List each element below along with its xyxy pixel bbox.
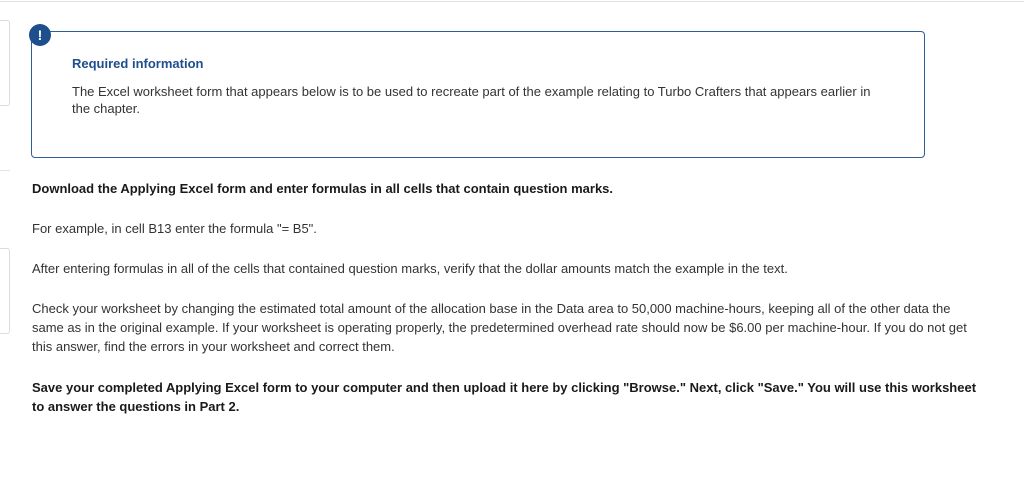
top-divider: [0, 1, 1024, 2]
side-divider: [0, 170, 10, 171]
verify-instruction: After entering formulas in all of the cells that contained question marks, verify that the dollar amounts match the example in the text.: [32, 261, 788, 276]
required-information-box: [31, 31, 925, 158]
side-panel-tab[interactable]: [0, 20, 10, 106]
exclamation-icon: !: [29, 24, 51, 46]
save-instruction: Save your completed Applying Excel form to your computer and then upload it here by clicking "Browse." Next, click "Save." You will use this worksheet to answer the questions in Part 2.: [32, 380, 977, 414]
required-information-text: The Excel worksheet form that appears below is to be used to recreate part of the example relating to Turbo Crafters that appears earlier in the chapter.: [72, 84, 871, 116]
download-instruction: Download the Applying Excel form and enter formulas in all cells that contain question marks.: [32, 181, 614, 196]
side-panel-tab[interactable]: [0, 248, 10, 334]
check-instruction: Check your worksheet by changing the estimated total amount of the allocation base in the Data area to 50,000 machine-hours, keeping all of the other data the same as in the original example. If your worksheet is operating properly, the predetermined overhead rate should now be $6.00 per machine-hour. If you do not get this answer, find the errors in your worksheet and correct them.: [32, 301, 967, 354]
formula-example: For example, in cell B13 enter the formula "= B5".: [32, 221, 317, 236]
required-information-title: Required information: [72, 56, 204, 71]
